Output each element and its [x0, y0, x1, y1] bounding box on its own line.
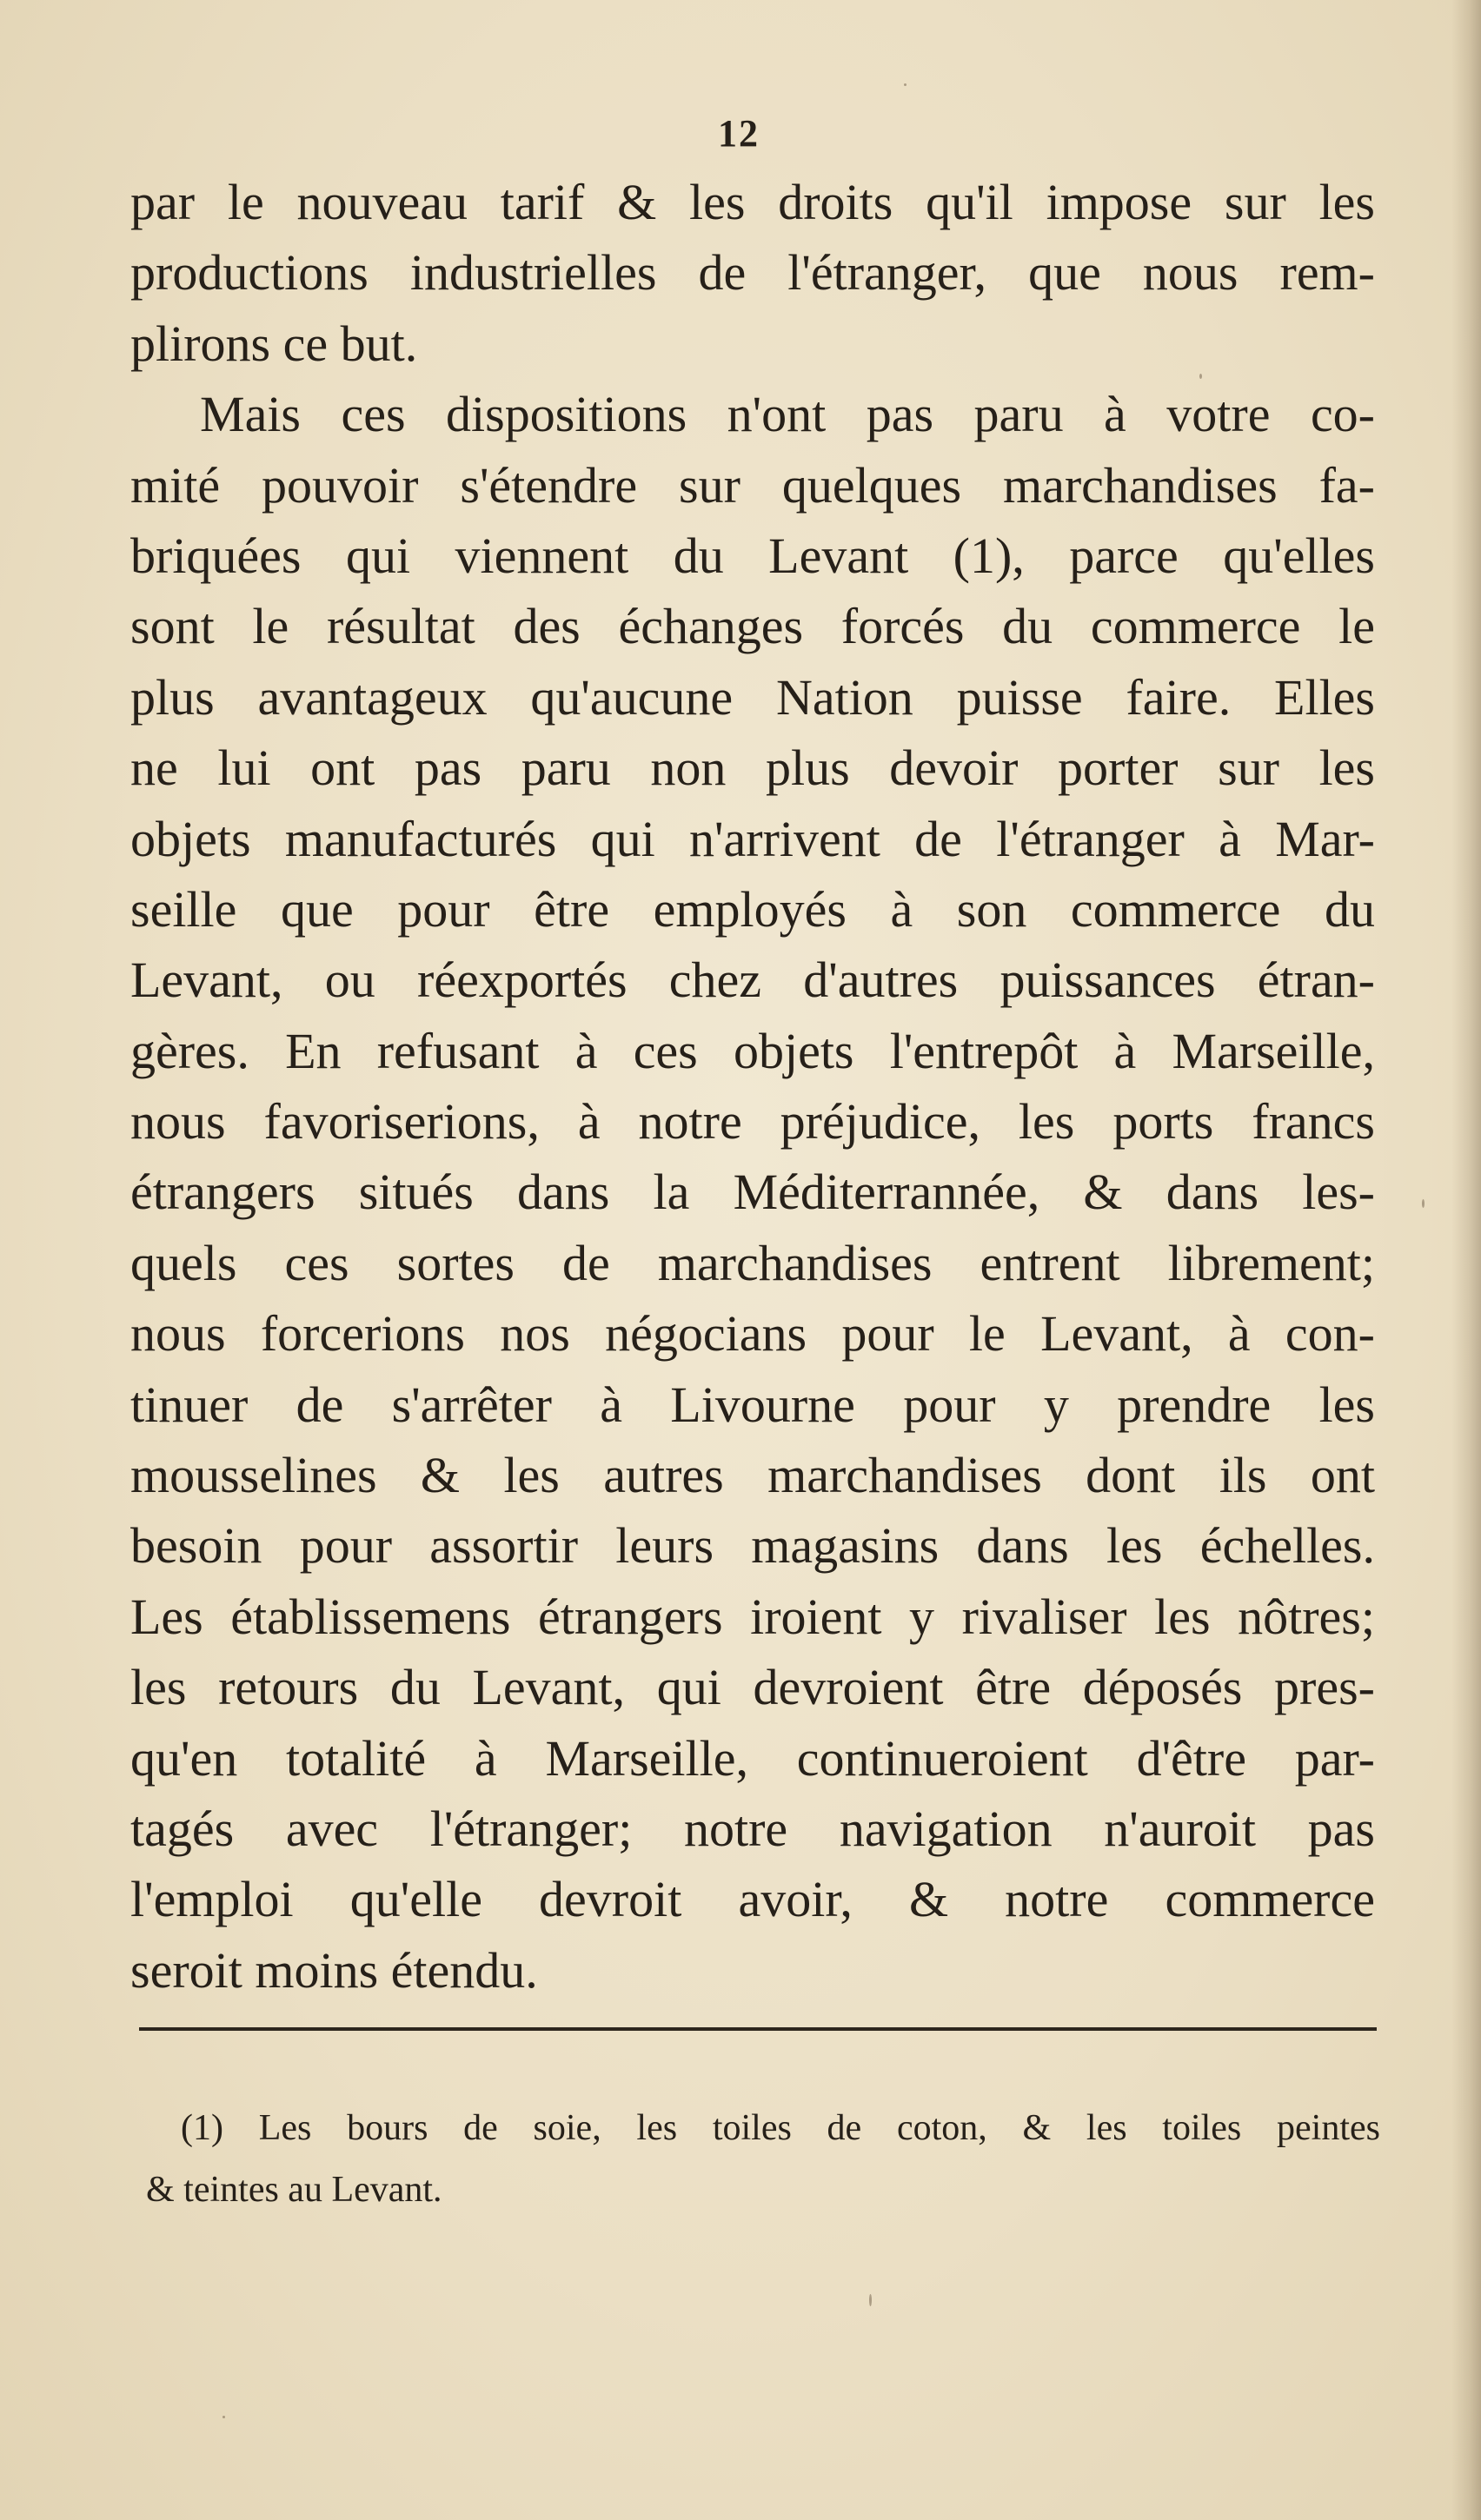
paper-speck	[904, 83, 907, 86]
text-line: gères. En refusant à ces objets l'entrepôt à Marseille,	[130, 1022, 1375, 1079]
text-line: mousselines & les autres marchandises dont ils ont	[130, 1447, 1375, 1504]
footnote-line: & teintes au Levant.	[146, 2170, 442, 2210]
text-line: briquées qui viennent du Levant (1), parce qu'elles	[130, 527, 1375, 584]
text-line: ne lui ont pas paru non plus devoir porter sur les	[130, 739, 1375, 797]
text-line: objets manufacturés qui n'arrivent de l'étranger à Mar-	[130, 810, 1375, 867]
text-line: plirons ce but.	[130, 315, 418, 372]
footnote-separator-rule	[139, 2027, 1377, 2031]
text-line: par le nouveau tarif & les droits qu'il impose sur les	[130, 174, 1375, 230]
text-line: besoin pour assortir leurs magasins dans les échelles.	[130, 1517, 1375, 1575]
text-line: les retours du Levant, qui devroient être déposés pres-	[130, 1659, 1375, 1716]
text-line: plus avantageux qu'aucune Nation puisse faire. Elles	[130, 668, 1375, 726]
text-line: seille que pour être employés à son commerce du	[130, 880, 1375, 938]
paper-speck	[869, 2294, 872, 2306]
text-line: étrangers situés dans la Méditerrannée, & dans les-	[130, 1164, 1375, 1221]
paper-speck	[222, 2416, 225, 2418]
text-line: qu'en totalité à Marseille, continueroient d'être par-	[130, 1729, 1375, 1787]
paper-speck	[1422, 1199, 1425, 1208]
text-line: l'emploi qu'elle devroit avoir, & notre commerce	[130, 1871, 1375, 1928]
text-line: productions industrielles de l'étranger, que nous rem-	[130, 244, 1375, 302]
footnote-line: (1) Les bours de soie, les toiles de coton, & les toiles peintes	[181, 2108, 1380, 2148]
body-text	[130, 167, 1375, 2006]
text-line: nous forcerions nos négocians pour le Levant, à con-	[130, 1305, 1375, 1363]
text-line: nous favoriserions, à notre préjudice, les ports francs	[130, 1093, 1375, 1151]
paragraph-start-line: Mais ces dispositions n'ont pas paru à votre co-	[200, 386, 1375, 443]
text-line: sont le résultat des échanges forcés du commerce le	[130, 598, 1375, 655]
page-edge-shadow	[1451, 0, 1481, 2520]
text-line: quels ces sortes de marchandises entrent librement;	[130, 1234, 1375, 1291]
text-line: seroit moins étendu.	[130, 1941, 538, 1999]
text-line: tagés avec l'étranger; notre navigation n'auroit pas	[130, 1800, 1375, 1857]
paper-speck	[1199, 374, 1202, 379]
text-line: Levant, ou réexportés chez d'autres puissances étran-	[130, 952, 1375, 1009]
footnote	[146, 2098, 1380, 2221]
text-line: tinuer de s'arrêter à Livourne pour y prendre les	[130, 1376, 1375, 1433]
text-line: mité pouvoir s'étendre sur quelques marchandises fa-	[130, 456, 1375, 514]
text-line: Les établissemens étrangers iroient y rivaliser les nôtres;	[130, 1588, 1375, 1645]
page-number: 12	[718, 112, 760, 155]
